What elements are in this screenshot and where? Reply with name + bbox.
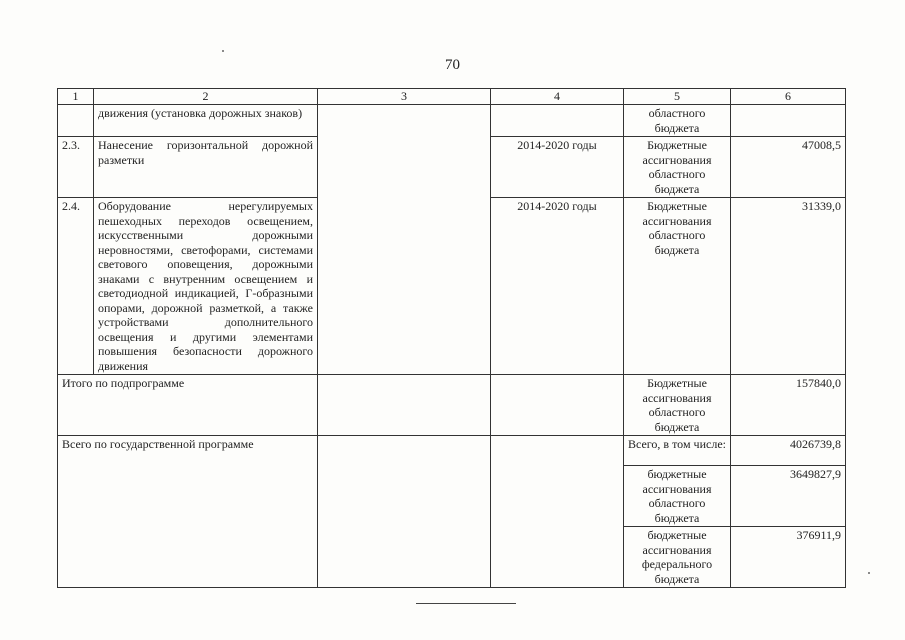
row-period: 2014-2020 годы — [491, 137, 624, 198]
header-col-6: 6 — [731, 89, 846, 105]
regional-funding-source: бюджетные ассигнования областного бюджета — [624, 466, 731, 527]
footnote-separator-line — [416, 603, 516, 604]
total-funding-source: Всего, в том числе: — [624, 436, 731, 466]
subtotal-col3 — [318, 375, 491, 436]
row-period — [491, 105, 624, 137]
subtotal-label: Итого по подпрограмме — [58, 375, 318, 436]
header-col-4: 4 — [491, 89, 624, 105]
row-number: 2.4. — [58, 198, 94, 375]
header-col-3: 3 — [318, 89, 491, 105]
total-row — [58, 436, 846, 466]
row-number: 2.3. — [58, 137, 94, 198]
row-funding-source: Бюджетные ассигнования областного бюджета — [624, 198, 731, 375]
scan-speck — [868, 572, 870, 574]
regional-amount: 3649827,9 — [731, 466, 846, 527]
total-amount: 4026739,8 — [731, 436, 846, 466]
header-col-1: 1 — [58, 89, 94, 105]
table-header-row — [58, 89, 846, 105]
row-description: Оборудование нерегулируемых пешеходных переходов освещением, искусственными дорожными неровностями, светофорами, системами светового оповещения, дорожными знаками с внутренним освещением и светодиодной индикацией, Г-образными опорами, дорожной разметкой, а также устройствами дополнительного освещения и другими элементами повышения безопасности дорожного движения — [94, 198, 318, 375]
executor-cell — [318, 105, 491, 375]
program-funding-table — [57, 88, 846, 588]
subtotal-funding-source: Бюджетные ассигнования областного бюджета — [624, 375, 731, 436]
total-col3 — [318, 436, 491, 588]
table-row — [58, 105, 846, 137]
row-funding-source: Бюджетные ассигнования областного бюджета — [624, 137, 731, 198]
scan-speck — [222, 50, 224, 52]
page-number: 70 — [445, 57, 460, 73]
row-funding-source: областного бюджета — [624, 105, 731, 137]
row-amount: 31339,0 — [731, 198, 846, 375]
header-col-5: 5 — [624, 89, 731, 105]
subtotal-period — [491, 375, 624, 436]
federal-amount: 376911,9 — [731, 527, 846, 588]
header-col-2: 2 — [94, 89, 318, 105]
subtotal-row — [58, 375, 846, 436]
row-amount: 47008,5 — [731, 137, 846, 198]
row-description: движения (установка дорожных знаков) — [94, 105, 318, 137]
total-period — [491, 436, 624, 588]
row-amount — [731, 105, 846, 137]
subtotal-amount: 157840,0 — [731, 375, 846, 436]
row-period: 2014-2020 годы — [491, 198, 624, 375]
total-label: Всего по государственной программе — [58, 436, 318, 588]
row-number — [58, 105, 94, 137]
federal-funding-source: бюджетные ассигнования федерального бюджета — [624, 527, 731, 588]
row-description: Нанесение горизонтальной дорожной разметки — [94, 137, 318, 198]
